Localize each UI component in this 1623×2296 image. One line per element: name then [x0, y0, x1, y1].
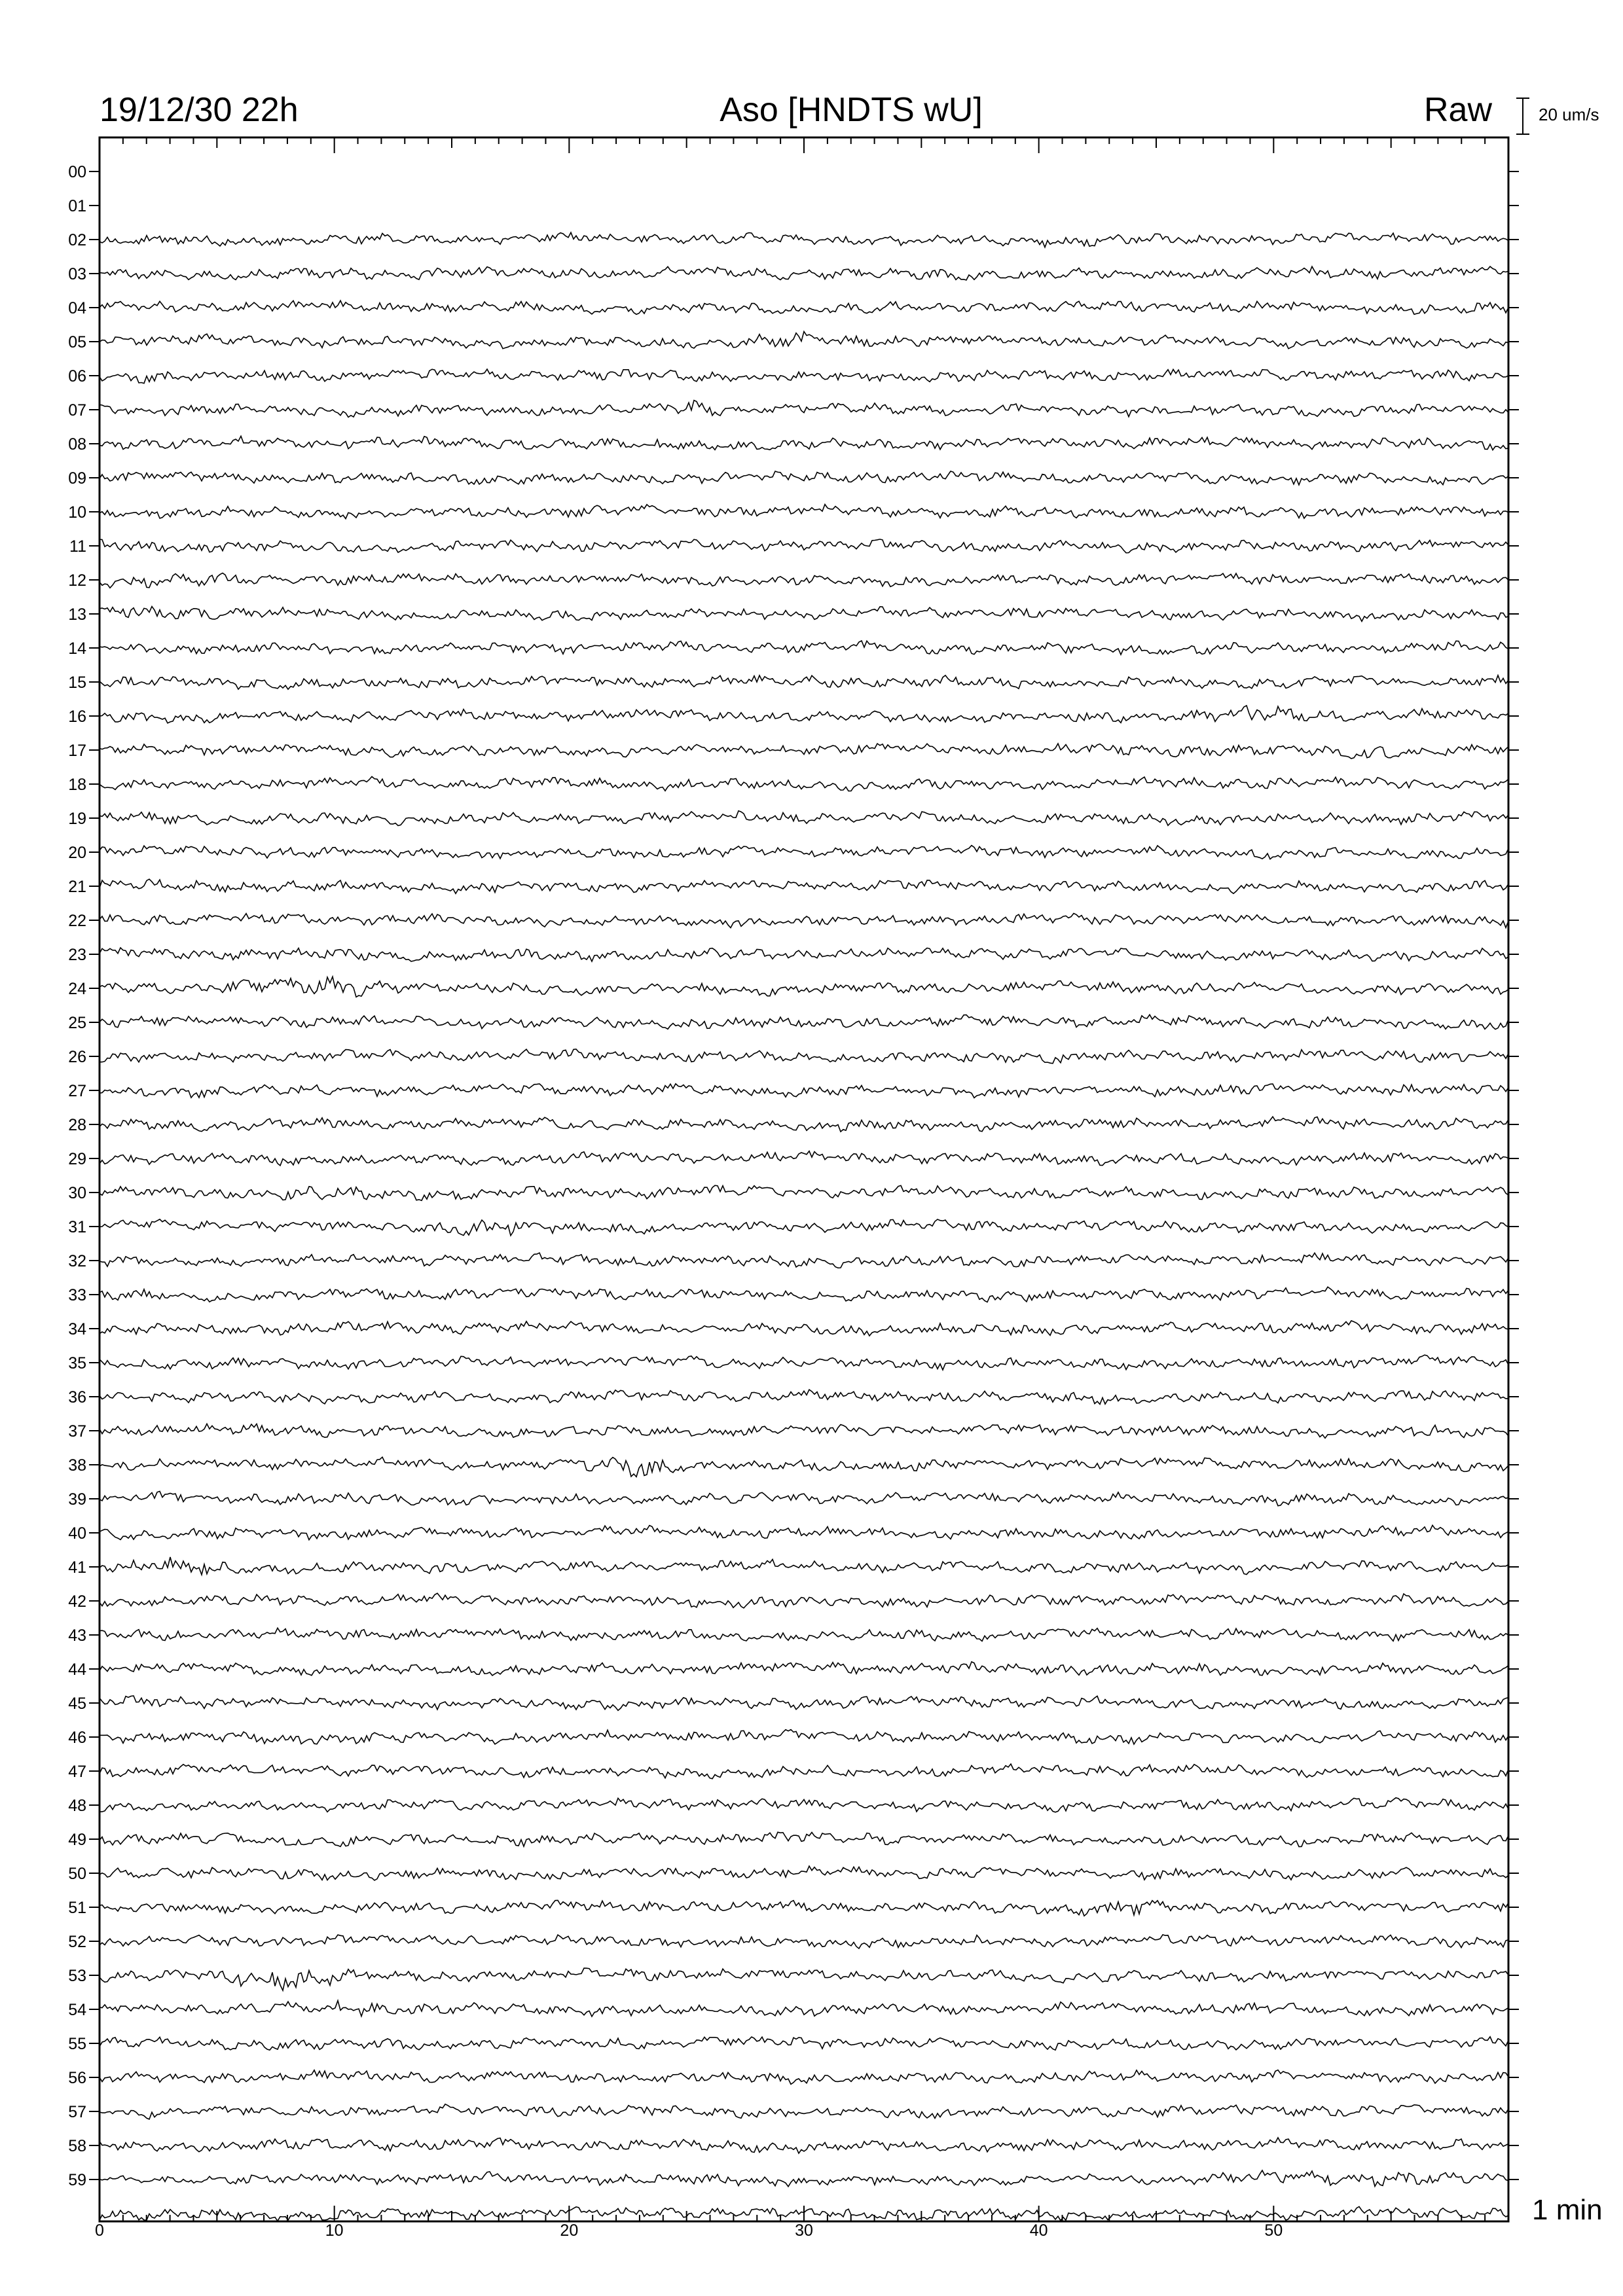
row-label-06: 06: [68, 367, 86, 386]
row-label-37: 37: [68, 1422, 86, 1441]
bottom-tick-marks: [100, 2206, 1508, 2221]
row-label-25: 25: [68, 1014, 86, 1032]
trace-27: [100, 1084, 1508, 1098]
trace-21: [100, 879, 1508, 893]
row-label-11: 11: [69, 537, 86, 556]
row-label-30: 30: [68, 1184, 86, 1202]
row-label-33: 33: [68, 1286, 86, 1304]
trace-31: [100, 1219, 1508, 1236]
trace-46: [100, 1730, 1508, 1744]
row-label-48: 48: [68, 1797, 86, 1815]
row-label-29: 29: [68, 1150, 86, 1168]
row-label-22: 22: [68, 912, 86, 930]
trace-05: [100, 332, 1508, 349]
row-label-09: 09: [68, 469, 86, 488]
trace-18: [100, 777, 1508, 791]
trace-37: [100, 1424, 1508, 1438]
row-label-44: 44: [68, 1660, 86, 1679]
trace-44: [100, 1662, 1508, 1676]
trace-35: [100, 1355, 1508, 1370]
trace-16: [100, 706, 1508, 723]
row-label-47: 47: [68, 1763, 86, 1781]
station-title: Aso [HNDTS wU]: [720, 91, 983, 129]
row-label-12: 12: [68, 571, 86, 590]
x-tick-labels: [95, 2221, 1283, 2240]
trace-25: [100, 1014, 1508, 1029]
row-label-57: 57: [68, 2103, 86, 2121]
row-label-38: 38: [68, 1456, 86, 1475]
trace-06: [100, 369, 1508, 384]
x-tick-label-40: 40: [1029, 2221, 1048, 2240]
trace-39: [100, 1492, 1508, 1506]
row-label-17: 17: [68, 742, 86, 760]
trace-52: [100, 1935, 1508, 1948]
trace-14: [100, 641, 1508, 655]
x-tick-label-0: 0: [95, 2221, 104, 2240]
trace-04: [100, 300, 1508, 314]
row-label-59: 59: [68, 2171, 86, 2189]
trace-10: [100, 505, 1508, 519]
trace-54: [100, 2001, 1508, 2017]
trace-15: [100, 675, 1508, 689]
trace-22: [100, 914, 1508, 928]
row-label-27: 27: [68, 1082, 86, 1100]
trace-30: [100, 1185, 1508, 1200]
row-label-26: 26: [68, 1048, 86, 1066]
amplitude-scale-label: 20 um/s: [1539, 105, 1599, 124]
row-label-53: 53: [68, 1967, 86, 1985]
header-datetime: 19/12/30 22h: [100, 91, 299, 129]
amplitude-scale-bar: [1516, 98, 1529, 134]
row-label-01: 01: [68, 197, 86, 215]
row-label-39: 39: [68, 1490, 86, 1509]
row-label-07: 07: [68, 401, 86, 420]
row-label-51: 51: [68, 1899, 86, 1917]
row-label-36: 36: [68, 1388, 86, 1407]
trace-59: [100, 2170, 1508, 2187]
row-label-55: 55: [68, 2035, 86, 2053]
trace-45: [100, 1696, 1508, 1710]
trace-02: [100, 232, 1508, 247]
trace-24: [100, 977, 1508, 997]
row-label-28: 28: [68, 1116, 86, 1134]
trace-13: [100, 607, 1508, 622]
trace-53: [100, 1968, 1508, 1990]
row-label-19: 19: [68, 810, 86, 828]
trace-12: [100, 573, 1508, 588]
trace-26: [100, 1049, 1508, 1064]
row-label-14: 14: [68, 639, 86, 658]
trace-29: [100, 1151, 1508, 1166]
row-label-31: 31: [68, 1218, 86, 1236]
trace-58: [100, 2138, 1508, 2153]
row-label-56: 56: [68, 2069, 86, 2087]
trace-11: [100, 539, 1508, 553]
row-label-05: 05: [68, 333, 86, 351]
row-tick-marks: [89, 171, 1519, 2179]
x-tick-label-20: 20: [560, 2221, 579, 2240]
row-label-50: 50: [68, 1865, 86, 1883]
trace-03: [100, 266, 1508, 280]
row-label-20: 20: [68, 844, 86, 862]
x-tick-label-10: 10: [325, 2221, 344, 2240]
trace-23: [100, 948, 1508, 961]
trace-36: [100, 1390, 1508, 1404]
trace-49: [100, 1832, 1508, 1846]
row-label-49: 49: [68, 1831, 86, 1849]
trace-32: [100, 1253, 1508, 1268]
row-label-03: 03: [68, 265, 86, 283]
row-label-24: 24: [68, 980, 86, 998]
row-label-21: 21: [68, 878, 86, 896]
row-label-43: 43: [68, 1626, 86, 1645]
row-label-00: 00: [68, 163, 86, 181]
row-label-13: 13: [68, 605, 86, 624]
row-label-41: 41: [68, 1558, 86, 1577]
trace-17: [100, 744, 1508, 759]
row-label-04: 04: [68, 299, 86, 317]
row-label-58: 58: [68, 2137, 86, 2155]
mode-label: Raw: [1423, 91, 1492, 129]
trace-47: [100, 1764, 1508, 1779]
trace-07: [100, 401, 1508, 418]
x-tick-label-50: 50: [1264, 2221, 1283, 2240]
trace-34: [100, 1321, 1508, 1336]
row-label-23: 23: [68, 946, 86, 964]
trace-57: [100, 2104, 1508, 2119]
row-label-02: 02: [68, 231, 86, 249]
trace-28: [100, 1117, 1508, 1132]
row-label-10: 10: [68, 503, 86, 522]
seismic-traces: [100, 232, 1508, 2221]
row-label-52: 52: [68, 1933, 86, 1951]
top-tick-marks: [100, 137, 1508, 153]
trace-19: [100, 811, 1508, 826]
trace-40: [100, 1525, 1508, 1539]
trace-51: [100, 1901, 1508, 1916]
trace-09: [100, 471, 1508, 485]
row-label-32: 32: [68, 1252, 86, 1270]
trace-42: [100, 1593, 1508, 1608]
x-unit-label: 1 min: [1532, 2194, 1603, 2226]
row-label-40: 40: [68, 1524, 86, 1543]
trace-20: [100, 846, 1508, 859]
row-label-16: 16: [68, 708, 86, 726]
trace-56: [100, 2070, 1508, 2085]
row-label-35: 35: [68, 1354, 86, 1372]
row-label-45: 45: [68, 1695, 86, 1713]
row-labels: [68, 163, 86, 2189]
row-label-46: 46: [68, 1729, 86, 1747]
trace-38: [100, 1457, 1508, 1477]
trace-48: [100, 1798, 1508, 1812]
plot-frame: [100, 137, 1508, 2221]
trace-08: [100, 436, 1508, 450]
x-tick-label-30: 30: [795, 2221, 813, 2240]
trace-43: [100, 1628, 1508, 1641]
trace-33: [100, 1287, 1508, 1302]
row-label-42: 42: [68, 1592, 86, 1611]
row-label-34: 34: [68, 1320, 86, 1338]
row-label-18: 18: [68, 776, 86, 794]
row-label-54: 54: [68, 2001, 86, 2019]
trace-55: [100, 2037, 1508, 2050]
trace-50: [100, 1866, 1508, 1880]
row-label-15: 15: [68, 673, 86, 692]
trace-41: [100, 1557, 1508, 1575]
row-label-08: 08: [68, 435, 86, 454]
